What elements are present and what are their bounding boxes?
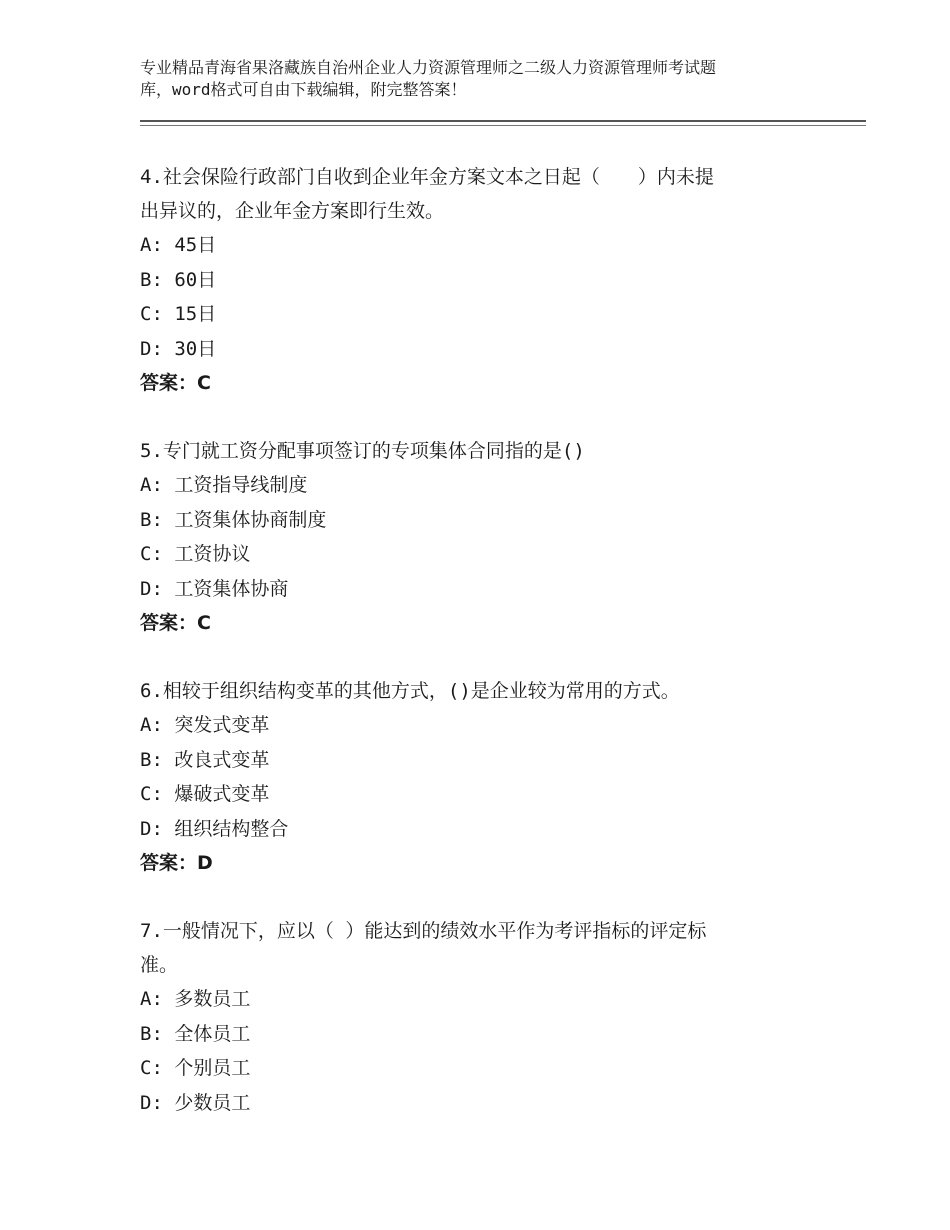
question-stem: 准。 [140,954,179,976]
option-a: A: 工资指导线制度 [140,474,308,496]
header-divider [140,125,866,126]
option-c: C: 工资协议 [140,543,251,565]
option-c: C: 爆破式变革 [140,783,270,805]
option-a: A: 多数员工 [140,988,251,1010]
header-divider [140,120,866,122]
option-b: B: 工资集体协商制度 [140,508,327,531]
question-7 [140,914,820,1120]
header-line: 库，word格式可自由下载编辑，附完整答案！ [140,80,467,99]
answer-line: 答案：C [140,372,211,394]
header-line: 专业精品青海省果洛藏族自治州企业人力资源管理师之二级人力资源管理师考试题 [140,58,717,77]
question-list [140,160,820,1154]
option-d: D: 工资集体协商 [140,577,289,600]
question-6 [140,674,820,880]
question-stem: 5.专门就工资分配事项签订的专项集体合同指的是() [140,440,585,462]
option-d: D: 30日 [140,337,217,360]
option-a: A: 突发式变革 [140,714,270,736]
option-c: C: 个别员工 [140,1057,251,1079]
question-5 [140,434,820,640]
option-b: B: 60日 [140,268,217,291]
option-a: A: 45日 [140,234,217,256]
option-d: D: 少数员工 [140,1091,251,1114]
question-4 [140,160,820,400]
answer-line: 答案：C [140,612,211,634]
option-d: D: 组织结构整合 [140,817,289,840]
option-c: C: 15日 [140,303,217,325]
question-stem: 4.社会保险行政部门自收到企业年金方案文本之日起（ ）内未提 [140,166,714,188]
question-stem: 7.一般情况下，应以（ ）能达到的绩效水平作为考评指标的评定标 [140,920,707,942]
option-b: B: 全体员工 [140,1022,251,1045]
question-stem: 6.相较于组织结构变革的其他方式，()是企业较为常用的方式。 [140,680,680,702]
question-stem: 出异议的，企业年金方案即行生效。 [140,200,445,222]
option-b: B: 改良式变革 [140,748,270,771]
document-header [140,57,840,101]
answer-line: 答案：D [140,852,213,874]
